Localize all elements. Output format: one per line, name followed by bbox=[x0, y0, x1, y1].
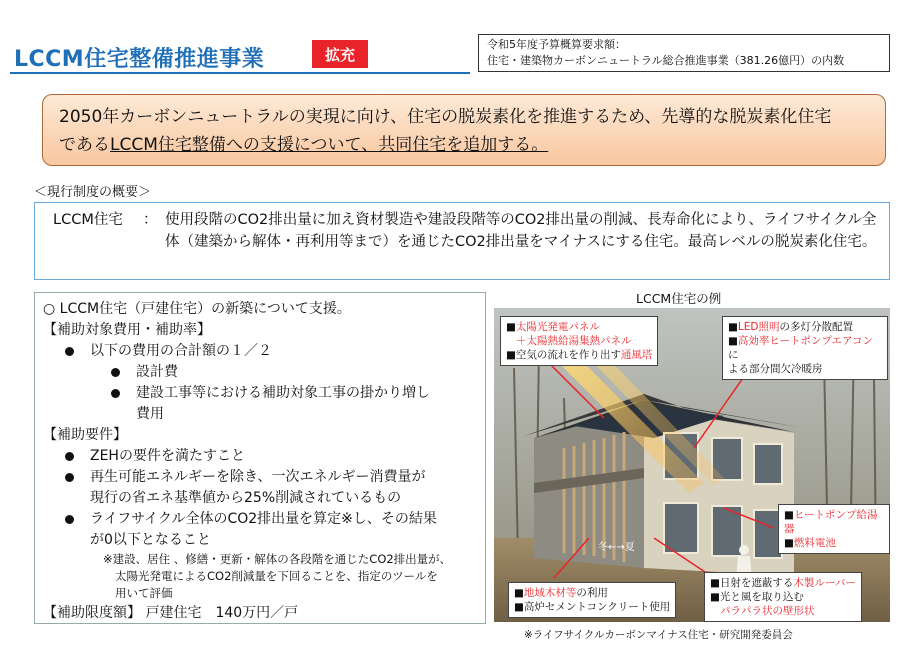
support-intro: ○ LCCM住宅（戸建住宅）の新築について支援。 bbox=[43, 301, 351, 317]
summary-box bbox=[42, 94, 886, 166]
expansion-tag: 拡充 bbox=[312, 40, 368, 68]
callout-louver-prefix: 日射を遮蔽する bbox=[719, 577, 794, 589]
support-box bbox=[34, 292, 486, 624]
definition-text: 使用段階のCO2排出量に加え資材製造や建設段階等のCO2排出量の削減、長寿命化により、ライフサイクル全体（建築から解体・再利用等まで）を通じたCO2排出量をマイナスにする住宅。最高レベルの脱炭素化住宅。 bbox=[165, 212, 877, 250]
cost-sub-1-text: 設計費 bbox=[136, 364, 178, 380]
callout-solar-line3: 空気の流れを作り出す bbox=[515, 349, 621, 361]
req-2-text: 再生可能エネルギーを除き、一次エネルギー消費量が bbox=[90, 469, 426, 485]
overview-heading: ＜現行制度の概要＞ bbox=[34, 185, 152, 200]
title-underline bbox=[10, 72, 470, 74]
summary-line-2 bbox=[59, 131, 869, 159]
callout-solar-line1: 太陽光発電パネル bbox=[515, 321, 600, 333]
summary-line-2-underlined: LCCM住宅整備への支援について、共同住宅を追加する。 bbox=[110, 135, 549, 155]
callout-solar: ■太陽光発電パネル ＋太陽熱給湯集熱パネル ■空気の流れを作り出す通風塔 bbox=[500, 316, 658, 366]
callout-heatpump-line1: ヒートポンプ給湯器 bbox=[784, 509, 878, 535]
callout-led-red: LED照明 bbox=[737, 321, 780, 333]
cost-sub-2 bbox=[43, 383, 477, 404]
example-title: LCCM住宅の例 bbox=[636, 291, 722, 306]
budget-box bbox=[478, 34, 890, 72]
summary-line-2-prefix: である bbox=[59, 135, 110, 155]
req-3-cont: が0以下となること bbox=[90, 532, 211, 548]
req-2-cont: 現行の省エネ基準値から25%削減されているもの bbox=[90, 490, 402, 506]
note-line-1: ※建設、居住 、修繕・更新・解体の各段階を通じたCO2排出量が、 bbox=[103, 552, 452, 566]
callout-concrete: 高炉セメントコンクリート使用 bbox=[523, 601, 671, 613]
req-2 bbox=[43, 467, 477, 488]
cost-sub-2-cont: 費用 bbox=[136, 406, 164, 422]
req-1 bbox=[43, 446, 477, 467]
callout-heatpump: ■ヒートポンプ給湯器 ■燃料電池 bbox=[778, 504, 890, 554]
bullet-icon bbox=[111, 389, 120, 398]
cost-sub-2-text: 建設工事等における補助対象工事の掛かり増し bbox=[136, 385, 430, 401]
callout-aircon-line3: よる部分間欠冷暖房 bbox=[728, 363, 823, 375]
callout-aircon-rest: に bbox=[728, 349, 739, 361]
callout-led: ■LED照明の多灯分散配置 ■高効率ヒートポンプエアコンに よる部分間欠冷暖房 bbox=[722, 316, 888, 380]
example-caption: ※ライフサイクルカーボンマイナス住宅・研究開発委員会 bbox=[524, 629, 793, 641]
subsidy-limit: 【補助限度額】 戸建住宅 140万円／戸 bbox=[43, 605, 299, 621]
note-line-3: 用いて評価 bbox=[115, 586, 173, 600]
bullet-icon bbox=[65, 452, 74, 461]
req-3 bbox=[43, 509, 477, 530]
req-1-text: ZEHの要件を満たすこと bbox=[90, 448, 245, 464]
callout-aircon-red: 高効率ヒートポンプエアコン bbox=[737, 335, 873, 347]
cost-heading: 【補助対象費用・補助率】 bbox=[43, 322, 211, 338]
callout-louver-red: 木製ルーバー bbox=[793, 577, 856, 589]
definition-box bbox=[34, 202, 890, 280]
cost-item-text: 以下の費用の合計額の１／２ bbox=[90, 343, 272, 359]
budget-line-2: 住宅・建築物カーボンニュートラル総合推進事業（381.26億円）の内数 bbox=[487, 54, 845, 67]
callout-heatpump-line2: 燃料電池 bbox=[793, 537, 836, 549]
budget-line-1: 令和5年度予算概算要求額： bbox=[487, 38, 626, 51]
callout-wood-rest: の利用 bbox=[576, 587, 608, 599]
season-label: 冬←→夏 bbox=[598, 542, 635, 553]
cost-item bbox=[43, 341, 477, 362]
req-heading: 【補助要件】 bbox=[43, 427, 127, 443]
note-line-2: 太陽光発電によるCO2削減量を下回ることを、指定のツールを bbox=[115, 569, 438, 583]
definition-term: LCCM住宅 bbox=[53, 212, 123, 228]
callout-solar-line2: ＋太陽熱給湯集熱パネル bbox=[516, 335, 632, 347]
cost-sub-1 bbox=[43, 362, 477, 383]
lccm-house-photo bbox=[494, 308, 890, 622]
callout-wood-red: 地域木材等 bbox=[523, 587, 577, 599]
definition-colon: ： bbox=[143, 212, 158, 228]
bullet-icon bbox=[65, 515, 74, 524]
summary-line-1: 2050年カーボンニュートラルの実現に向け、住宅の脱炭素化を推進するため、先導的な脱炭素化住宅 bbox=[59, 107, 832, 127]
bullet-icon bbox=[65, 347, 74, 356]
callout-led-rest: の多灯分散配置 bbox=[779, 321, 853, 333]
callout-louver: ■日射を遮蔽する木製ルーバー ■光と風を取り込む パラパラ状の壁形状 bbox=[704, 572, 862, 622]
callout-wood: ■地域木材等の利用 ■高炉セメントコンクリート使用 bbox=[508, 582, 676, 618]
bullet-icon bbox=[111, 368, 120, 377]
bullet-icon bbox=[65, 473, 74, 482]
callout-light-wind: 光と風を取り込む bbox=[719, 591, 804, 603]
callout-wall-shape: パラパラ状の壁形状 bbox=[720, 605, 815, 617]
page-title: LCCM住宅整備推進事業 bbox=[14, 47, 265, 72]
callout-solar-line3-red: 通風塔 bbox=[620, 349, 653, 361]
req-3-text: ライフサイクル全体のCO2排出量を算定※し、その結果 bbox=[90, 511, 437, 527]
